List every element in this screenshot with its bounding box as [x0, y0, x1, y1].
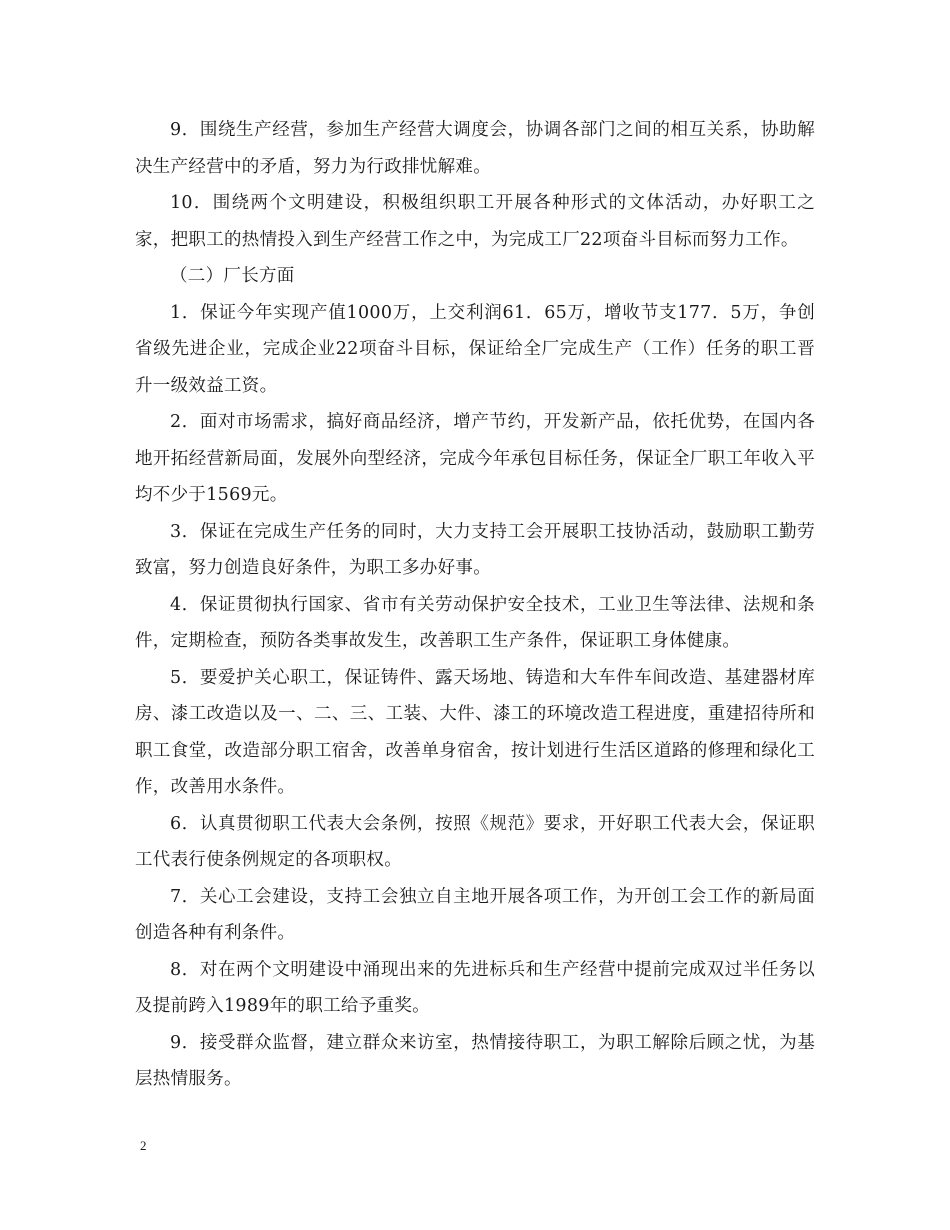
list-item: 5．要爱护关心职工，保证铸件、露天场地、铸造和大车件车间改造、基建器材库房、漆工改造以及一、二、三、工装、大件、漆工的环境改造工程进度，重建招待所和职工食堂，改造部分职工宿舍，改善单身宿舍，按计划进行生活区道路的修理和绿化工作，改善用水条件。	[135, 667, 815, 797]
list-item: 1．保证今年实现产值1000万，上交利润61．65万，增收节支177．5万，争创省级先进企业，完成企业22项奋斗目标，保证给全厂完成生产（工作）任务的职工晋升一级效益工资。	[135, 302, 815, 396]
page-number: 2	[140, 1138, 147, 1153]
list-item: 3．保证在完成生产任务的同时，大力支持工会开展职工技协活动，鼓励职工勤劳致富，努力创造良好条件，为职工多办好事。	[135, 521, 815, 578]
document-body	[135, 112, 815, 1098]
list-item: 7．关心工会建设，支持工会独立自主地开展各项工作，为开创工会工作的新局面创造各种有利条件。	[135, 886, 815, 943]
section-heading: （二）厂长方面	[170, 266, 295, 286]
list-item: 8．对在两个文明建设中涌现出来的先进标兵和生产经营中提前完成双过半任务以及提前跨入1989年的职工给予重奖。	[135, 959, 815, 1016]
list-item: 2．面对市场需求，搞好商品经济，增产节约，开发新产品，依托优势，在国内各地开拓经营新局面，发展外向型经济，完成今年承包目标任务，保证全厂职工年收入平均不少于1569元。	[135, 412, 815, 505]
paragraph: 10．围绕两个文明建设，积极组织职工开展各种形式的文体活动，办好职工之家，把职工的热情投入到生产经营工作之中，为完成工厂22项奋斗目标而努力工作。	[135, 193, 815, 250]
list-item: 6．认真贯彻职工代表大会条例，按照《规范》要求，开好职工代表大会，保证职工代表行使条例规定的各项职权。	[135, 813, 815, 870]
paragraph: 9．围绕生产经营，参加生产经营大调度会，协调各部门之间的相互关系，协助解决生产经营中的矛盾，努力为行政排忧解难。	[135, 120, 815, 177]
list-item: 9．接受群众监督，建立群众来访室，热情接待职工，为职工解除后顾之忧，为基层热情服务。	[135, 1032, 815, 1089]
list-item: 4．保证贯彻执行国家、省市有关劳动保护安全技术，工业卫生等法律、法规和条件，定期检查，预防各类事故发生，改善职工生产条件，保证职工身体健康。	[135, 594, 815, 651]
